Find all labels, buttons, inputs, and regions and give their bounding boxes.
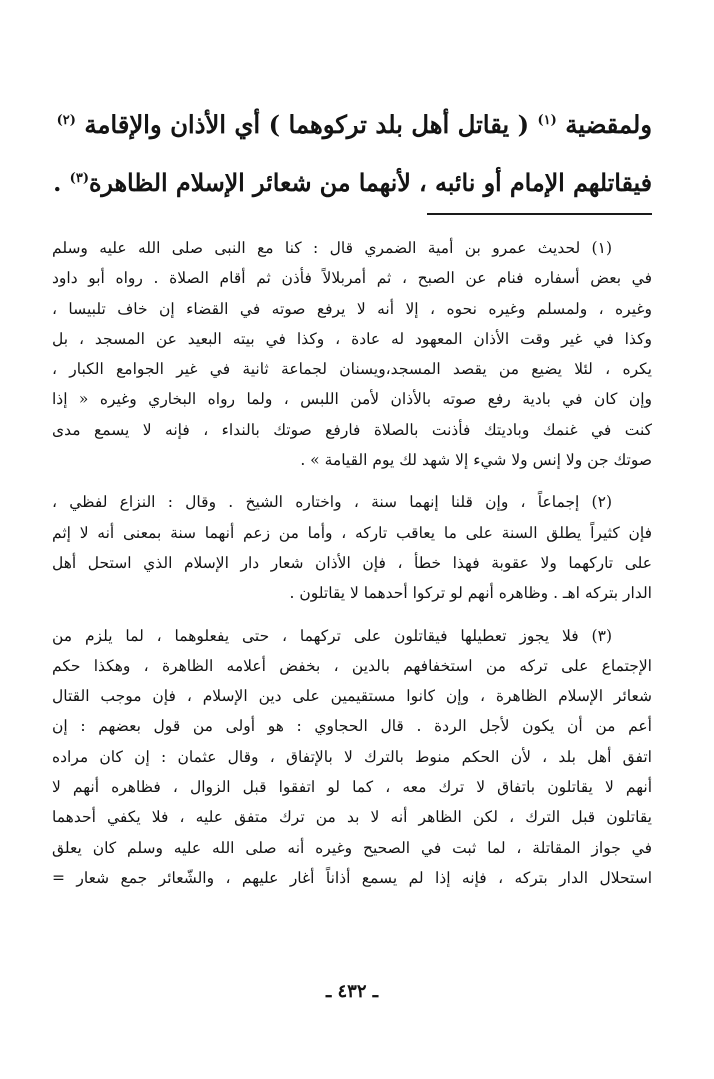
footnote-3: [52, 621, 652, 894]
footnote-line: الإجتماع على تركه من استخفافهم بالدين ، بخفض أعلامه الظاهرة ، وهكذا حكم: [52, 656, 652, 675]
footnotes: [52, 233, 652, 905]
footnote-ref-2[interactable]: (٢): [56, 112, 76, 128]
footnote-line: في جواز المقاتلة ، لما ثبت في الصحيح وغيره أنه صلى الله عليه وسلم كان يعلق: [52, 838, 652, 857]
footnote-line: وكذا في غير وقت الأذان المعهود له عادة ، وكذا في بيته البعيد عن المسجد ، بل: [52, 329, 652, 348]
footnote-line: أنهم لا يقاتلون باتفاق لا ترك معه ، كما لو اتفقوا قبل الزوال ، فظاهره أنهم لا: [52, 778, 652, 797]
book-page: [52, 0, 652, 1079]
footnote-line: الدار بتركه اهـ . وظاهره أنهم لو تركوا أحدهما لا يقاتلون .: [289, 584, 652, 603]
footnote-line: صوتك جن ولا إنس ولا شيء إلا شهد لك يوم القيامة » .: [300, 451, 652, 470]
footnote-line: كنت في غنمك وباديتك فأذنت بالصلاة فارفع صوتك بالنداء ، فإنه لا يسمع مدى: [52, 420, 652, 439]
main-text-line-2: [52, 154, 652, 212]
footnote-1: [52, 233, 652, 475]
footnote-line: على تاركهما ولا عقوبة فهذا خطأ ، فإن الأذان شعار دار الإسلام الذي استحل أهل: [52, 553, 652, 572]
main-text-segment: ( يقاتل أهل بلد تركوهما ) أي الأذان والإقامة: [84, 110, 530, 139]
footnote-line: فإن كثيراً يطلق السنة على ما يعاقب تاركه ، وأما من زعم أنهما سنة بمعنى أنه لا إثم: [52, 523, 652, 542]
footnote-ref-3[interactable]: (٣): [69, 171, 89, 187]
footnote-2: [52, 487, 652, 608]
footnote-line: استحلال الدار بتركه ، فإنه إذا لم يسمع أذاناً أغار عليهم ، والشّعائر جمع شعار =: [52, 868, 652, 887]
footnote-line: وغيره ، ولمسلم وغيره نحوه ، إلا أنه لا يرفع صوته في القضاء إن خاف تلبيسا ،: [52, 299, 652, 318]
footnote-line: أعم من أن يكون لأجل الردة . قال الحجاوي : هو أولى من قول بعضهم : إن: [52, 717, 652, 736]
footnote-line: (٣) فلا يجوز تعطيلها فيقاتلون على تركهما ، حتى يفعلوهما ، لما يلزم من: [52, 626, 612, 645]
footnote-line: (٢) إجماعاً ، وإن قلنا إنهما سنة ، واختاره الشيخ . وقال : النزاع لفظي ،: [52, 493, 612, 512]
footnote-ref-1[interactable]: (١): [537, 112, 557, 128]
main-text-segment: فيقاتلهم الإمام أو نائبه ، لأنهما من شعائر الإسلام الظاهرة: [88, 169, 652, 197]
footnote-separator: [427, 213, 652, 215]
page-number: ـ ٤٣٢ ـ: [325, 981, 379, 1002]
main-text-line-1: [52, 96, 652, 154]
footnote-line: يقاتلون قبل الترك ، لكن الظاهر أنه لا بد من ترك متفق عليه ، فلا يكفي أحدهما: [52, 808, 652, 827]
footnote-line: (١) لحديث عمرو بن أمية الضمري قال : كنا مع النبى صلى الله عليه وسلم: [52, 239, 612, 257]
footnote-line: شعائر الإسلام الظاهرة ، وإن كانوا مستقيمين على دين الإسلام ، فإن موجب القتال: [52, 687, 652, 706]
footnote-line: يكره ، لئلا يضيع من يقصد المسجد،ويسنان لجماعة ثانية في غير الجوامع الكبار ،: [52, 360, 652, 379]
main-text-period: .: [53, 169, 62, 197]
main-text-segment: ولمقضية: [565, 110, 652, 139]
main-text: [52, 96, 652, 212]
footnote-line: وإن كان في بادية رفع صوته بالأذان لأمن اللبس ، ولما رواه البخاري وغيره « إذا: [52, 390, 652, 409]
footnote-line: اتفق أهل بلد ، لأن الحكم منوط بالترك لا بالإتفاق ، وقال عثمان : إن كان مراده: [52, 747, 652, 766]
footnote-line: في بعض أسفاره فنام عن الصبح ، ثم أمربلالاً فأذن ثم أقام الصلاة . رواه أبو داود: [52, 269, 652, 288]
